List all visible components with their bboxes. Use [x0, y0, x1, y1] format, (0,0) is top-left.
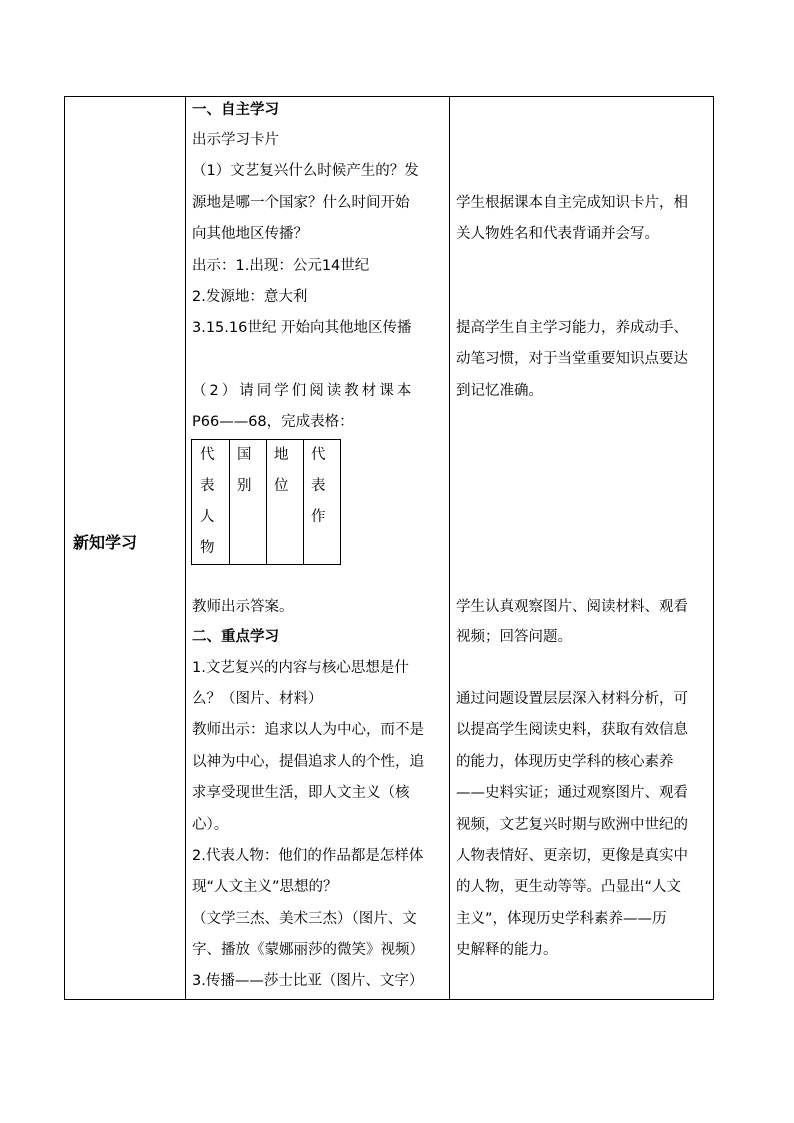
- text-line: 3.传播——莎士比亚（图片、文字）: [192, 973, 424, 989]
- text-line: 人物表情好、更亲切，更像是真实中: [456, 848, 688, 864]
- text-line: 2.发源地：意大利: [192, 289, 308, 305]
- text-line: 提高学生自主学习能力，养成动手、: [456, 320, 688, 336]
- text-line: （1）文艺复兴什么时候产生的？发: [192, 163, 419, 179]
- section-label: 新知学习: [73, 533, 138, 552]
- text-line: 求享受现世生活，即人文主义（核: [192, 785, 410, 801]
- header-char: 人: [200, 509, 215, 525]
- header-char: 物: [200, 540, 215, 556]
- text-line: 关人物姓名和代表背诵并会写。: [456, 226, 659, 242]
- text-line: （文学三杰、美术三杰）（图片、文: [192, 911, 417, 927]
- text-line: 视频，文艺复兴时期与欧洲中世纪的: [456, 817, 688, 833]
- text-line: 出示：1.出现：公元14世纪: [192, 258, 370, 274]
- text-line: 么？（图片、材料）: [192, 691, 323, 707]
- heading-self-study: 一、自主学习: [192, 102, 279, 118]
- column-divider: [449, 97, 450, 999]
- text-line: 通过问题设置层层深入材料分析，可: [456, 691, 688, 707]
- text-line: 学生认真观察图片、阅读材料、观看: [456, 599, 688, 615]
- header-char: 代: [200, 447, 215, 463]
- text-line: 字、播放《蒙娜丽莎的微笑》视频）: [192, 942, 424, 958]
- header-char: 别: [237, 478, 252, 494]
- text-line: 出示学习卡片: [192, 132, 279, 148]
- header-char: 代: [311, 447, 326, 463]
- table-divider: [303, 440, 304, 564]
- text-line: （2）请同学们阅读教材课本: [192, 383, 415, 399]
- text-line: 3.15.16世纪 开始向其他地区传播: [192, 320, 412, 336]
- header-char: 国: [237, 447, 252, 463]
- text-line: 心）。: [192, 817, 229, 833]
- column-divider: [185, 97, 186, 999]
- header-char: 表: [311, 478, 326, 494]
- text-line: 到记忆准确。: [456, 383, 543, 399]
- heading-key-study: 二、重点学习: [192, 629, 279, 645]
- text-line: 以提高学生阅读史料，获取有效信息: [456, 722, 688, 738]
- text-line: 的能力，体现历史学科的核心素养: [456, 754, 674, 770]
- text-line: 动笔习惯，对于当堂重要知识点要达: [456, 351, 688, 367]
- text-line: P66——68，完成表格：: [192, 414, 354, 430]
- table-divider: [266, 440, 267, 564]
- header-char: 作: [311, 509, 326, 525]
- text-line: 现“人文主义”思想的？: [192, 879, 338, 895]
- header-char: 地: [274, 447, 289, 463]
- text-line: 2.代表人物：他们的作品都是怎样体: [192, 848, 424, 864]
- text-line: 史解释的能力。: [456, 942, 558, 958]
- table-divider: [229, 440, 230, 564]
- header-char: 表: [200, 478, 215, 494]
- header-char: 位: [274, 478, 289, 494]
- text-line: 1.文艺复兴的内容与核心思想是什: [192, 660, 409, 676]
- fill-in-table: [191, 439, 341, 565]
- lesson-table: [64, 96, 714, 1000]
- text-line: 向其他地区传播？: [192, 226, 308, 242]
- text-line: 以神为中心，提倡追求人的个性，追: [192, 754, 424, 770]
- text-line: 教师出示答案。: [192, 599, 294, 615]
- text-line: ——史料实证；通过观察图片、观看: [456, 785, 688, 801]
- text-line: 主义”，体现历史学科素养——历: [456, 911, 667, 927]
- text-line: 教师出示：追求以人为中心，而不是: [192, 722, 424, 738]
- text-line: 学生根据课本自主完成知识卡片，相: [456, 195, 688, 211]
- text-line: 的人物，更生动等等。凸显出“人文: [456, 879, 682, 895]
- text-line: 源地是哪一个国家？什么时间开始: [192, 195, 410, 211]
- text-line: 视频；回答问题。: [456, 629, 572, 645]
